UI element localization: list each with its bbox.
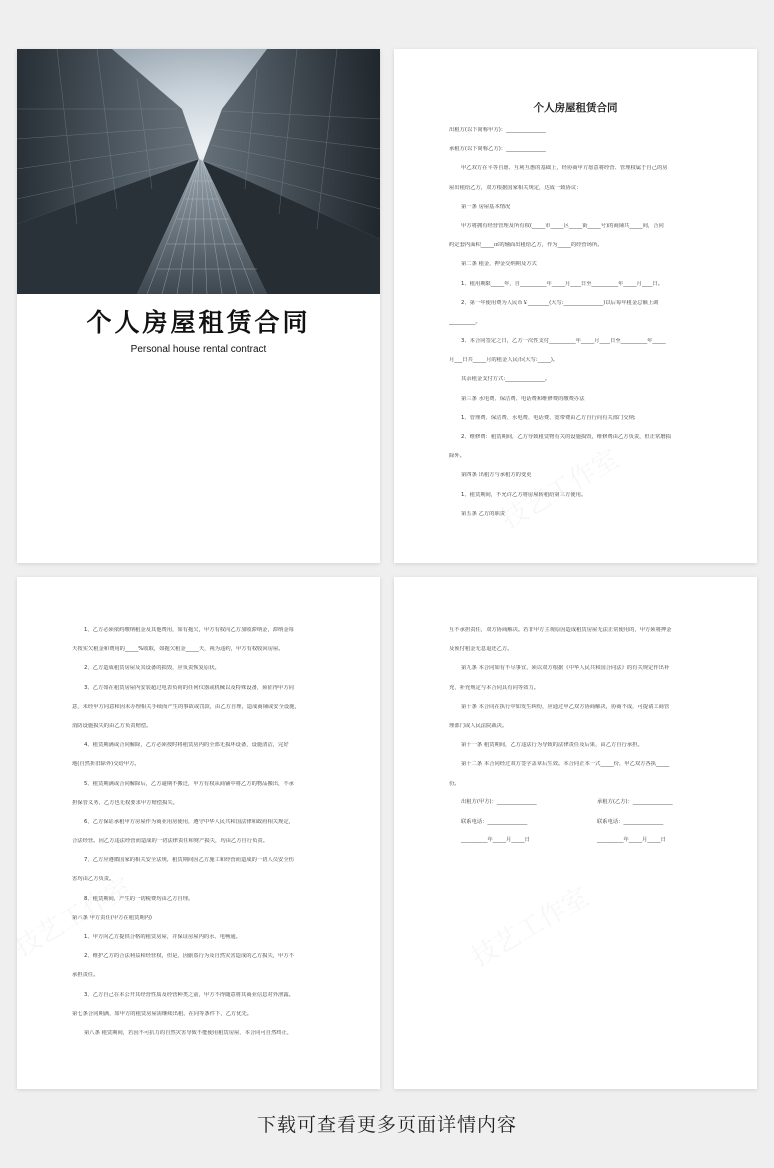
text-line: 1、管理费、保洁费、水电费、电话费、宽带费由乙方自行向有关部门交纳; [461, 414, 636, 421]
cover-page [17, 49, 380, 563]
text-line: 2、维护乙方的合法利益和经营权，但是，因偷盗行为及自然灾害造成的乙方损失，甲方不 [84, 953, 294, 960]
text-line: 2、乙方造成租赁房屋及其设备的损毁，应负责恢复原状。 [84, 665, 220, 672]
text-line: 害均由乙方负责。 [72, 876, 115, 883]
text-line: 4、租赁期满或合同解除，乙方必须按时将租赁房内的全部无损坏设备，设施清洁，完好 [84, 742, 289, 749]
text-line: 1、甲方向乙方提供合格的租赁房屋，并保证房屋内的水、电畅通。 [84, 934, 241, 940]
text-line: 2、维修费：租赁期间，乙方导致租赁物有关的设施损毁，维修费由乙方负责，但正常磨损 [461, 434, 671, 440]
text-line: 3、本合同签定之日，乙方一次性支付__________年_____月____日至__________年_____ [461, 338, 666, 345]
text-line: 1、租用期限_____年，自__________年_____月____日至__________年_____月____日。 [461, 280, 664, 287]
text-line: 屋出租给乙方，双方根据国家相关规定，达成一致协议： [449, 184, 582, 191]
text-line: 1、租赁期间，不允许乙方将房屋转租给第三方使用。 [461, 491, 587, 498]
text-line: 第十条 本合同在执行中如发生纠纷，应通过甲乙双方协商解决，协商不成，可提请工商管 [461, 703, 670, 710]
text-line: 第七条合同期满，如甲方的租赁房屋需继续出租，在同等条件下，乙方优先。 [72, 1010, 253, 1017]
text-line: 6、乙方保证承租甲方房屋作为商业用房使用，遵守中华人民共和国法律和政府相关规定， [84, 818, 294, 825]
text-line: 约定套内面积_____㎡的辅面出租给乙方，作为_____的经营场所。 [449, 242, 603, 249]
section-heading: 第一条 房屋基本情况 [461, 203, 511, 210]
text-line: 意，未经甲方同意和因未办理相关手续而产生的事故或罚款，由乙方自理，造成商铺或安全设施， [72, 703, 300, 710]
contract-body-page-3 [449, 627, 702, 800]
signature-date-a: __________年_____月_____日 [461, 837, 530, 843]
text-line: 合法经营。因乙方违法经营而造成的一切法律责任和财产损失，均由乙方自行负责。 [72, 838, 268, 845]
footer-download-hint: 下载可查看更多页面详情内容 [256, 1114, 517, 1136]
text-line: 承租方(以下简称乙方)：_______________ [449, 146, 546, 153]
cover-title: 个人房屋租赁合同 [86, 308, 311, 337]
text-line: 3、乙方自己在本公开其经营性质及经营种类之前，甲方不得随意将其商业信息对外泄露。 [84, 991, 294, 998]
text-line: 出租方(以下简称甲方)：_______________ [449, 127, 546, 133]
text-line: 1、乙方必须依约缴纳租金及其他费用，如有拖欠，甲方有权向乙方加收滞纳金，滞纳金每 [84, 627, 294, 633]
signature-lessee: 承租方(乙方)：_______________ [597, 799, 673, 805]
text-line: 份。 [449, 780, 460, 787]
contract-title: 个人房屋租赁合同 [533, 102, 618, 114]
section-heading: 第四条 出租方与承租方的变更 [461, 472, 532, 479]
cover-photo-skyscrapers [17, 49, 380, 294]
text-line: 第十一条 租赁期间，乙方违法行为导致的法律责任及后果，由乙方自行承担。 [461, 742, 643, 749]
signature-lessor: 出租方(甲方)：_______________ [461, 799, 537, 805]
section-heading: 第三条 水电费、保洁费、电话费和维修费的缴费办法 [461, 395, 585, 402]
section-heading: 第六条 甲方责任(甲方在租赁期内) [72, 914, 152, 921]
text-line: 地(自然折旧除外)交给甲方。 [72, 761, 140, 768]
text-line: __________。 [449, 318, 481, 325]
text-line: 互不承担责任，双方协商解决。若非甲方主观原因造成租赁房屋无法正常使用的，甲方须将押金 [449, 627, 672, 633]
signature-phone-b: 联系电话：_______________ [597, 819, 664, 825]
contract-page-1 [394, 49, 757, 563]
text-line: 天按实欠租金和费用的_____%收取，如拖欠租金_____天，视为违约，甲方有权收回房屋。 [72, 646, 284, 653]
contract-page-2 [17, 577, 380, 1089]
text-line: 第十二条 本合同经过双方签字盖章后生效。本合同正本一式_____份，甲乙双方各执_____ [461, 761, 670, 768]
contract-body-page-2 [72, 627, 325, 1049]
text-line: 月___日共_____月的租金人民币(大写:_____)。 [449, 357, 559, 364]
text-line: 充，补充规定与本合同具有同等效力。 [449, 684, 540, 691]
signature-date-b: __________年_____月_____日 [597, 837, 666, 843]
text-line: 及预付租金无息退还乙方。 [449, 646, 513, 653]
text-line: 理部门或人民法院裁决。 [449, 722, 508, 729]
text-line: 7、乙方应遵循国家的相关安全法规，租赁期间因乙方施工和经营而造成的一切人员安全伤 [84, 857, 294, 864]
section-heading: 第二条 租金、押金交纳期及方式 [461, 261, 537, 268]
section-heading: 第五条 乙方的职责 [461, 510, 506, 517]
text-line: 3、乙方如在租赁房屋内安装超过电表负荷的任何仪器或机械以及特殊设备，须征得甲方同 [84, 684, 294, 691]
text-line: 担保管义务，乙方也无权要求甲方赔偿损失。 [72, 799, 178, 806]
contract-page-3 [394, 577, 757, 1089]
text-line: 承担责任。 [72, 972, 99, 979]
text-line: 除外。 [449, 453, 465, 460]
signature-phone-a: 联系电话：_______________ [461, 819, 528, 825]
text-line: 8、租赁期间，产生的一切税费均由乙方自理。 [84, 895, 194, 902]
text-line: 甲方将拥有经营管理及所有权(_____市_____区_____街_____号)的商铺共_____间，合同 [461, 222, 664, 229]
text-line: 第八条 租赁期间，若因不可抗力的自然灾害导致不能使用租赁房屋，本合同可自然终止， [84, 1029, 293, 1036]
text-line: 5、租赁期满或合同解除后，乙方逾期不搬迁，甲方有权从商铺中将乙方的物品搬出，不承 [84, 780, 294, 787]
text-line: 第九条 本合同如有不尽事宜，须以双方根据《中华人民共和国合同法》的有关规定作出补 [461, 665, 670, 672]
contract-body-page-1 [449, 127, 702, 530]
text-line: 甲乙双方在平等自愿、互利互惠的基础上，经协商甲方愿意将经营、管理权属于自己的房 [461, 165, 668, 172]
watermark-text [463, 877, 594, 974]
text-line: 2、第一年使用费为人民币￥________(大写:_______________)以后每年租金总额上调 [461, 299, 659, 306]
cover-subtitle: Personal house rental contract [130, 344, 267, 355]
text-line: 消防设施损失的由乙方负责赔偿。 [72, 722, 152, 729]
text-line: 其余租金支付方式:_______________。 [461, 376, 551, 383]
